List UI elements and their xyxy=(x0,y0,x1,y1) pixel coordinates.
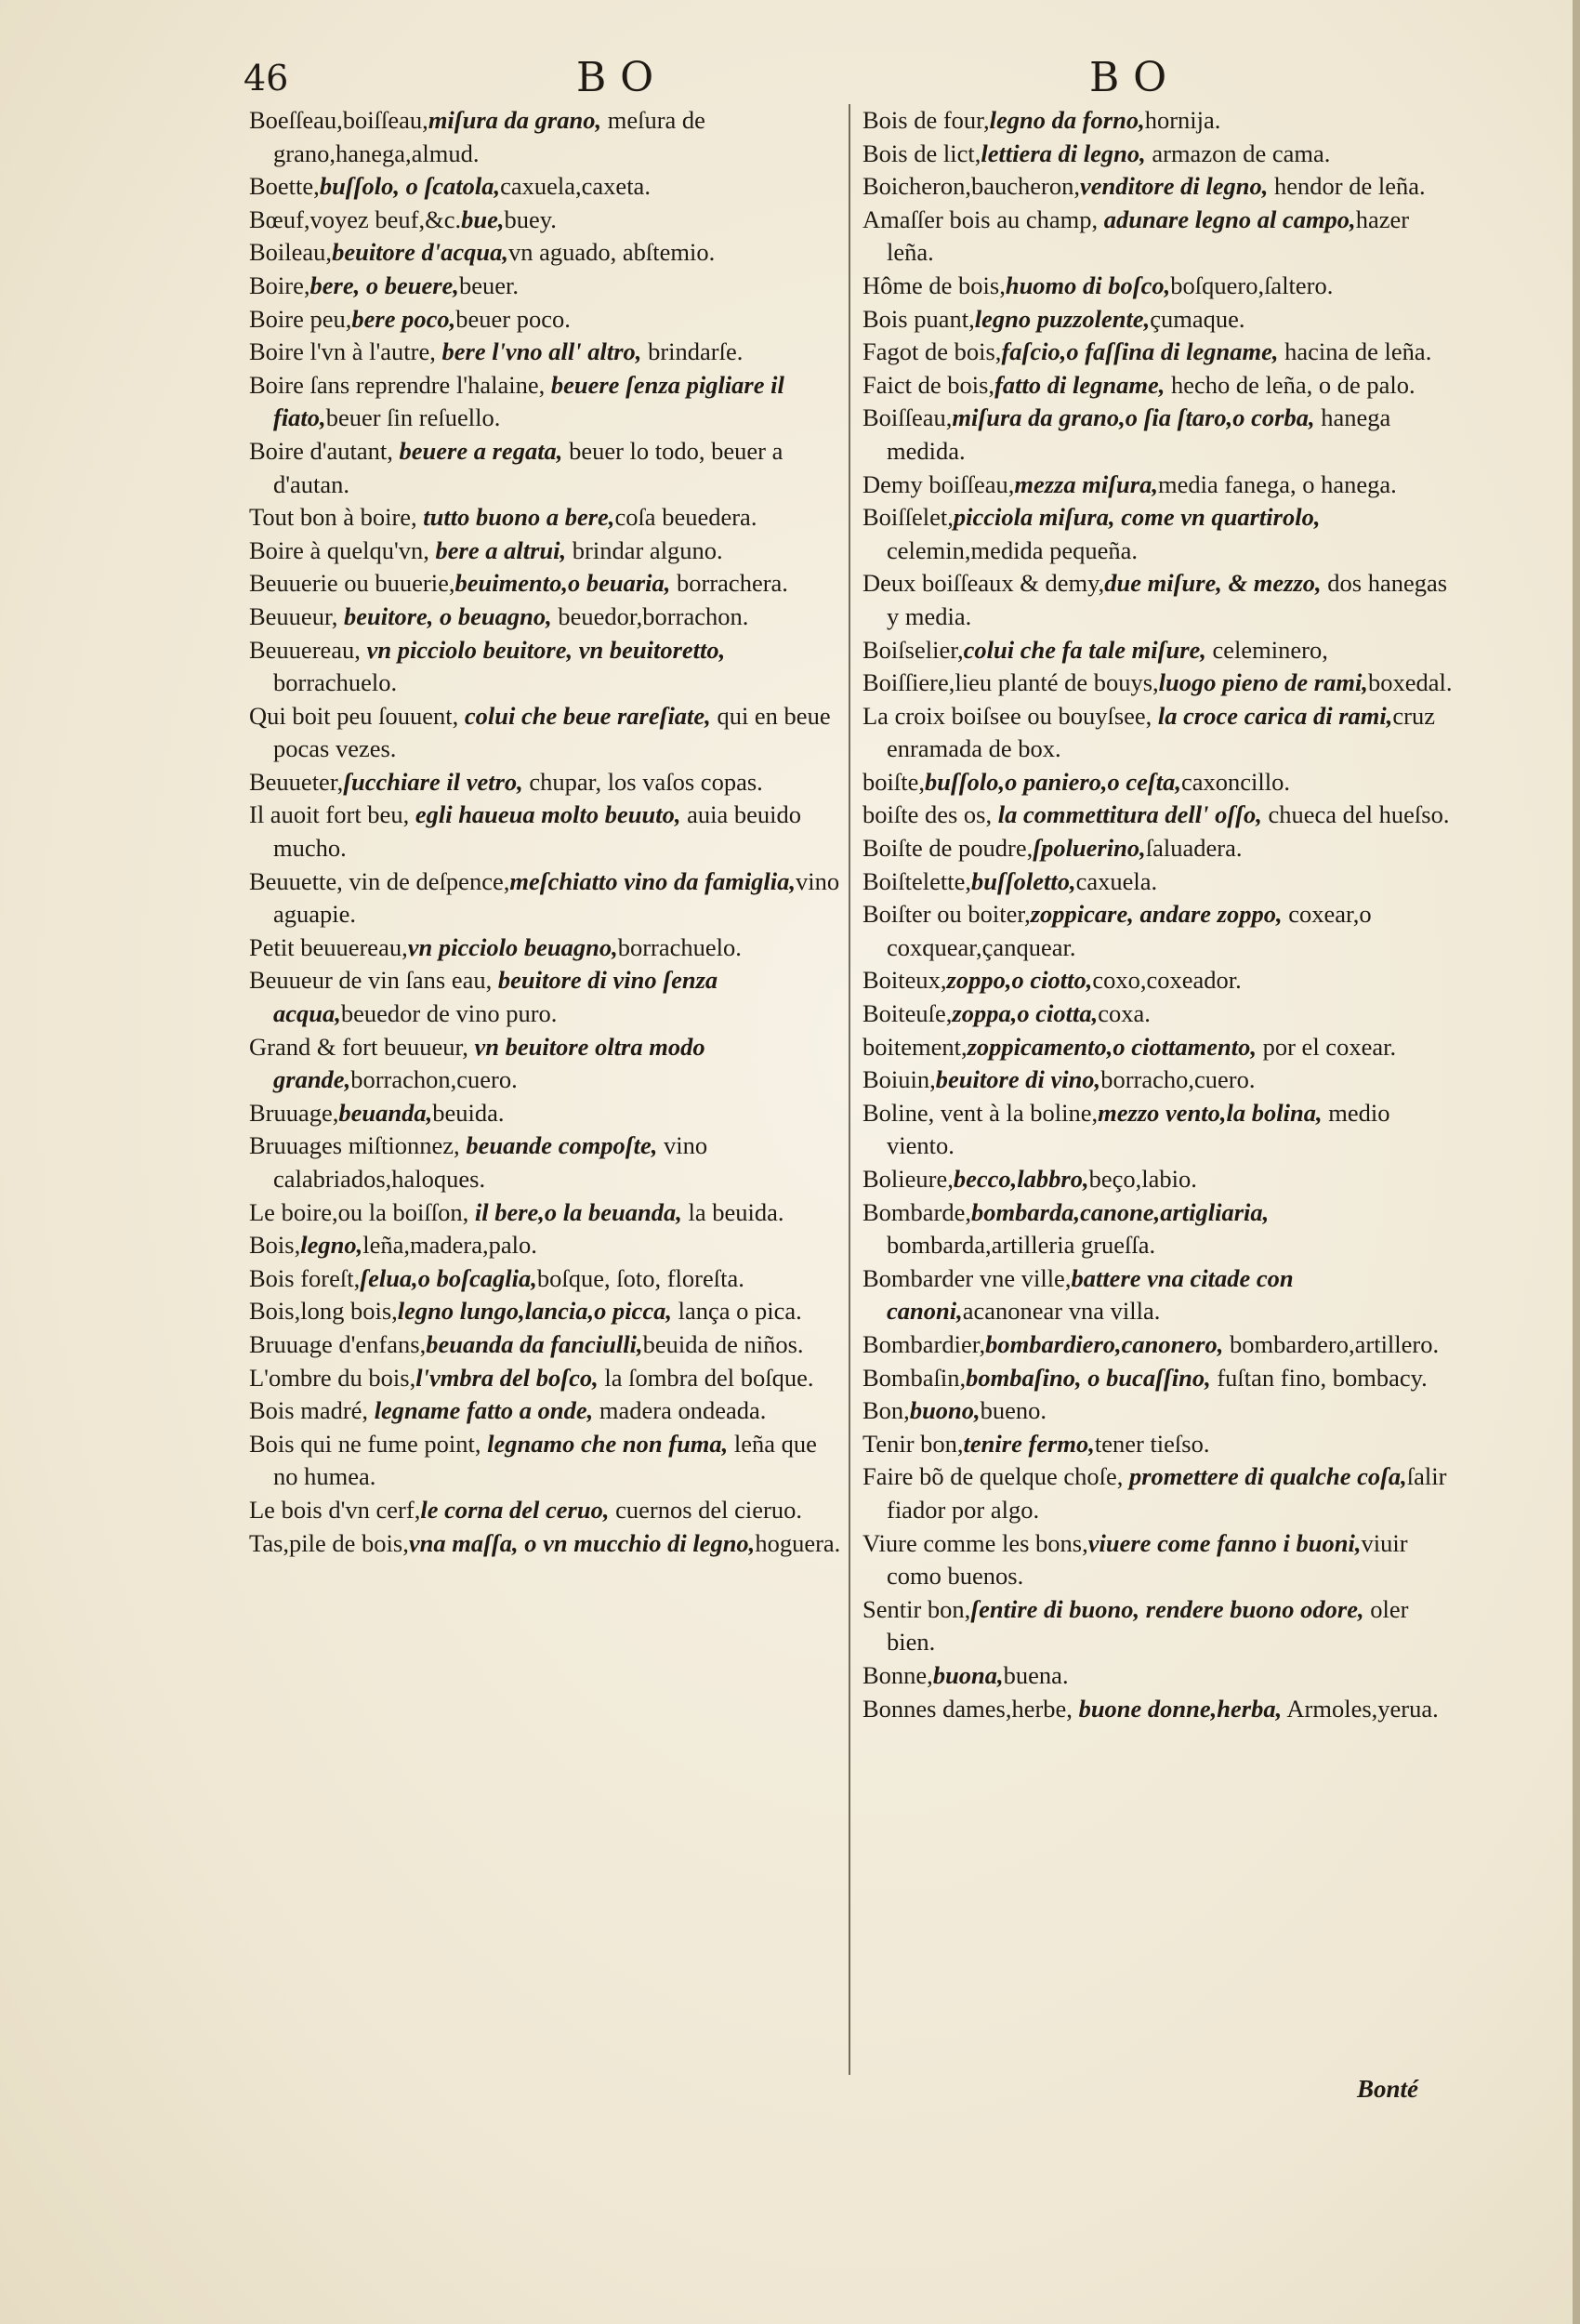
spanish-translation: medio viento. xyxy=(887,1098,1390,1160)
dictionary-entry xyxy=(249,700,844,766)
italian-translation: buono, xyxy=(909,1396,981,1425)
spanish-translation: media fanega, o hanega. xyxy=(1157,469,1397,498)
french-headword: Bois de four, xyxy=(862,106,990,134)
spanish-translation: viuir como buenos. xyxy=(887,1528,1408,1591)
spanish-translation: dos hanegas y media. xyxy=(887,569,1448,630)
italian-translation: beuitore d'acqua, xyxy=(332,238,508,267)
spanish-translation: vino calabriados,haloques. xyxy=(273,1131,708,1193)
dictionary-entry xyxy=(249,435,844,501)
french-headword: Bombardier, xyxy=(862,1329,986,1358)
dictionary-entry xyxy=(862,1328,1457,1362)
dictionary-entry xyxy=(249,369,844,435)
dictionary-entry xyxy=(862,799,1457,832)
italian-translation: bere, o beuere, xyxy=(309,271,459,299)
spanish-translation: beuida de niños. xyxy=(642,1329,804,1358)
dictionary-entry xyxy=(862,700,1457,766)
dictionary-entry xyxy=(249,766,844,799)
french-headword: Amaſſer bois au champ, xyxy=(862,205,1104,233)
spanish-translation: ſalir fiador por algo. xyxy=(887,1462,1447,1524)
dictionary-entry xyxy=(862,501,1457,567)
italian-translation: tutto buono a bere, xyxy=(423,503,615,532)
dictionary-entry xyxy=(862,766,1457,799)
spanish-translation: beuer lo todo, beuer a d'autan. xyxy=(273,436,783,498)
french-headword: Beuueter, xyxy=(249,767,344,796)
french-headword: Le boire,ou la boiſſon, xyxy=(249,1197,475,1226)
french-headword: Bœuf,voyez beuf,&c. xyxy=(249,205,462,233)
italian-translation: beuere ſenza pigliare il fiato, xyxy=(273,370,784,432)
spanish-translation: hacina de leña. xyxy=(1278,337,1432,366)
italian-translation: beuere a regata, xyxy=(399,436,563,465)
french-headword: Beuuereau, xyxy=(249,635,367,664)
spanish-translation: beuer. xyxy=(458,271,519,299)
dictionary-entry xyxy=(862,1262,1457,1328)
french-headword: Boline, vent à la boline, xyxy=(862,1098,1099,1127)
spanish-translation: boxedal. xyxy=(1367,668,1453,697)
dictionary-entry xyxy=(862,1163,1457,1196)
french-headword: Bonnes dames,herbe, xyxy=(862,1694,1079,1723)
spanish-translation: hoguera. xyxy=(755,1528,841,1557)
italian-translation: zoppicare, andare zoppo, xyxy=(1030,900,1283,929)
french-headword: Boiuin, xyxy=(862,1065,936,1094)
italian-translation: venditore di legno, xyxy=(1080,172,1269,201)
italian-translation: vn picciolo beuagno, xyxy=(407,932,618,961)
french-headword: Bois madré, xyxy=(249,1396,375,1425)
french-headword: Grand & fort beuueur, xyxy=(249,1032,475,1061)
italian-translation: la croce carica di rami, xyxy=(1157,701,1393,730)
dictionary-entry xyxy=(862,898,1457,964)
french-headword: boiſte, xyxy=(862,767,925,796)
dictionary-entry xyxy=(249,865,844,931)
french-headword: Bois, xyxy=(249,1231,301,1260)
french-headword: Bois qui ne fume point, xyxy=(249,1429,488,1458)
dictionary-entry xyxy=(249,501,844,535)
spanish-translation: oler bien. xyxy=(887,1594,1409,1657)
french-headword: Boeſſeau,boiſſeau, xyxy=(249,106,428,134)
italian-translation: luogo pieno de rami, xyxy=(1158,668,1368,697)
dictionary-entry xyxy=(862,204,1457,270)
italian-translation: vn picciolo beuitore, vn beuitoretto, xyxy=(366,635,726,664)
dictionary-entry xyxy=(249,104,844,170)
dictionary-entry xyxy=(249,601,844,634)
french-headword: Boire peu, xyxy=(249,304,352,333)
french-headword: Boire à quelqu'vn, xyxy=(249,535,436,564)
italian-translation: ſpoluerino, xyxy=(1033,834,1146,863)
french-headword: Bombarder vne ville, xyxy=(862,1263,1072,1292)
spanish-translation: leña que no humea. xyxy=(273,1429,817,1491)
page-gutter xyxy=(1573,0,1580,2324)
dictionary-entry xyxy=(249,204,844,237)
italian-translation: adunare legno al campo, xyxy=(1103,205,1356,233)
italian-translation: meſchiatto vino da famiglia, xyxy=(509,866,797,895)
french-headword: Boire d'autant, xyxy=(249,436,400,465)
spanish-translation: fuſtan fino, bombacy. xyxy=(1210,1363,1428,1392)
dictionary-entry xyxy=(862,1362,1457,1395)
dictionary-entry xyxy=(862,865,1457,899)
french-headword: Bolieure, xyxy=(862,1165,954,1193)
french-headword: Boette, xyxy=(249,172,320,201)
french-headword: Boicheron,baucheron, xyxy=(862,172,1080,201)
italian-translation: legno puzzolente, xyxy=(974,304,1151,333)
french-headword: Beuueur de vin ſans eau, xyxy=(249,966,498,995)
spanish-translation: caxuela. xyxy=(1075,866,1158,895)
italian-translation: la commettitura dell' oſſo, xyxy=(997,800,1262,829)
french-headword: Sentir bon, xyxy=(862,1594,971,1623)
spanish-translation: coxa. xyxy=(1098,999,1151,1028)
french-headword: Boire ſans reprendre l'halaine, xyxy=(249,370,551,399)
dictionary-entry xyxy=(249,931,844,965)
italian-translation: legnamo che non fuma, xyxy=(487,1429,729,1458)
french-headword: Bruuage, xyxy=(249,1098,339,1127)
italian-translation: beuimento,o beuaria, xyxy=(454,569,671,598)
spanish-translation: borracho,cuero. xyxy=(1100,1065,1256,1094)
italian-translation: legno da forno, xyxy=(989,106,1145,134)
italian-translation: huomo di boſco, xyxy=(1005,271,1171,299)
italian-translation: ſucchiare il vetro, xyxy=(343,767,523,796)
spanish-translation: beço,labio. xyxy=(1088,1165,1197,1193)
french-headword: Bombarde, xyxy=(862,1197,972,1226)
french-headword: Bon, xyxy=(862,1396,910,1425)
dictionary-entry xyxy=(862,170,1457,204)
dictionary-entry xyxy=(862,1097,1457,1163)
dictionary-entry xyxy=(249,567,844,601)
french-headword: Bois,long bois, xyxy=(249,1297,398,1326)
french-headword: Bois de lict, xyxy=(862,139,981,167)
spanish-translation: chueca del hueſso. xyxy=(1261,800,1450,829)
spanish-translation: celemin,medida pequeña. xyxy=(887,535,1139,564)
french-headword: Bois foreſt, xyxy=(249,1263,361,1292)
french-headword: Viure comme les bons, xyxy=(862,1528,1088,1557)
italian-translation: ſentire di buono, rendere buono odore, xyxy=(970,1594,1364,1623)
dictionary-entry xyxy=(862,1031,1457,1064)
dictionary-entry xyxy=(862,832,1457,865)
dictionary-entry xyxy=(249,964,844,1030)
french-headword: Boiſter ou boiter, xyxy=(862,900,1031,929)
spanish-translation: beuer ſin reſuello. xyxy=(325,403,501,432)
dictionary-entry xyxy=(862,369,1457,403)
french-headword: Tout bon à boire, xyxy=(249,503,424,532)
spanish-translation: beuer poco. xyxy=(455,304,571,333)
dictionary-entry xyxy=(249,1031,844,1097)
italian-translation: promettere di qualche coſa, xyxy=(1128,1462,1407,1491)
spanish-translation: hornija. xyxy=(1144,106,1221,134)
french-headword: Demy boiſſeau, xyxy=(862,469,1015,498)
french-headword: Boiſſeau, xyxy=(862,403,953,432)
dictionary-entry xyxy=(862,1693,1457,1726)
french-headword: Boiteuſe, xyxy=(862,999,953,1028)
italian-translation: zoppo,o ciotto, xyxy=(946,966,1093,995)
dictionary-entry xyxy=(249,1129,844,1195)
italian-translation: miſura da grano,o ſia ſtaro,o corba, xyxy=(952,403,1315,432)
spanish-translation: bombarda,artilleria grueſſa. xyxy=(887,1231,1156,1260)
dictionary-entry xyxy=(249,303,844,337)
spanish-translation: armazon de cama. xyxy=(1145,139,1331,167)
italian-translation: bombarda,canone,artigliaria, xyxy=(971,1197,1270,1226)
french-headword: Boiſſiere,lieu planté de bouys, xyxy=(862,668,1159,697)
dictionary-entry xyxy=(249,799,844,865)
spanish-translation: brindar alguno. xyxy=(566,535,723,564)
spanish-translation: qui en beue pocas vezes. xyxy=(273,701,831,763)
italian-translation: egli haueua molto beuuto, xyxy=(415,800,681,829)
page-number: 46 xyxy=(244,58,289,99)
spanish-translation: beuida. xyxy=(432,1098,505,1127)
italian-translation: colui che beue rareſiate, xyxy=(464,701,711,730)
italian-translation: l'vmbra del boſco, xyxy=(415,1363,599,1392)
italian-translation: le corna del ceruo, xyxy=(420,1495,610,1524)
spanish-translation: çumaque. xyxy=(1150,304,1245,333)
french-headword: Deux boiſſeaux & demy, xyxy=(862,569,1105,598)
dictionary-entry xyxy=(249,1262,844,1296)
spanish-translation: lança o pica. xyxy=(671,1297,802,1326)
spanish-translation: coxear,o coxquear,çanquear. xyxy=(887,900,1372,961)
spanish-translation: bombardero,artillero. xyxy=(1223,1329,1440,1358)
french-headword: Bonne, xyxy=(862,1660,933,1689)
dictionary-entry xyxy=(862,1063,1457,1097)
dictionary-entry xyxy=(862,1593,1457,1659)
italian-translation: miſura da grano, xyxy=(428,106,602,134)
spanish-translation: hazer leña. xyxy=(887,205,1410,267)
italian-translation: vn beuitore oltra modo grande, xyxy=(273,1032,705,1094)
italian-translation: due miſure, & mezzo, xyxy=(1104,569,1322,598)
spanish-translation: vn aguado, abſtemio. xyxy=(507,238,716,267)
spanish-translation: Armoles,yerua. xyxy=(1282,1694,1439,1723)
dictionary-entry xyxy=(249,270,844,303)
french-headword: boitement, xyxy=(862,1032,968,1061)
french-headword: Beuuerie ou buuerie, xyxy=(249,569,455,598)
italian-translation: colui che fa tale miſure, xyxy=(963,635,1206,664)
spanish-translation: brindarſe. xyxy=(641,337,744,366)
italian-translation: lettiera di legno, xyxy=(981,139,1146,167)
french-headword: Boileau, xyxy=(249,238,333,267)
dictionary-entry xyxy=(862,1394,1457,1428)
french-headword: La croix boiſsee ou bouyſsee, xyxy=(862,701,1158,730)
dictionary-entry xyxy=(249,1229,844,1262)
french-headword: Boiſtelette, xyxy=(862,866,972,895)
italian-translation: battere vna citade con canoni, xyxy=(887,1263,1294,1326)
italian-translation: buone donne,herba, xyxy=(1078,1694,1283,1723)
french-headword: Petit beuuereau, xyxy=(249,932,408,961)
dictionary-entry xyxy=(862,997,1457,1031)
catchword: Bonté xyxy=(1357,2075,1419,2103)
spanish-translation: borrachuelo. xyxy=(617,932,742,961)
french-headword: Bombaſin, xyxy=(862,1363,967,1392)
italian-translation: zoppa,o ciotta, xyxy=(952,999,1099,1028)
italian-translation: legno lungo,lancia,o picca, xyxy=(397,1297,672,1326)
spanish-translation: coſa beuedera. xyxy=(614,503,757,532)
italian-translation: becco,labbro, xyxy=(953,1165,1089,1193)
column-rule xyxy=(849,104,850,2075)
french-headword: Hôme de bois, xyxy=(862,271,1006,299)
dictionary-entry xyxy=(249,1362,844,1395)
dictionary-entry xyxy=(862,634,1457,667)
spanish-translation: borrachera. xyxy=(670,569,788,598)
italian-translation: bombardiero,canonero, xyxy=(985,1329,1224,1358)
italian-translation: beuanda, xyxy=(338,1098,433,1127)
italian-translation: picciola miſura, come vn quartirolo, xyxy=(953,503,1321,532)
spanish-translation: cruz enramada de box. xyxy=(887,701,1435,763)
italian-translation: mezzo vento,la bolina, xyxy=(1098,1098,1323,1127)
spanish-translation: acanonear vna villa. xyxy=(962,1297,1161,1326)
french-headword: Bois puant, xyxy=(862,304,975,333)
dictionary-entry xyxy=(862,1659,1457,1693)
french-headword: Beuuette, vin de deſpence, xyxy=(249,866,510,895)
italian-translation: legname fatto a onde, xyxy=(374,1396,594,1425)
french-headword: Qui boit peu ſouuent, xyxy=(249,701,465,730)
french-headword: Faire bõ de quelque choſe, xyxy=(862,1462,1129,1491)
dictionary-entry xyxy=(249,236,844,270)
french-headword: Boiſſelet, xyxy=(862,503,954,532)
italian-translation: tenire fermo, xyxy=(963,1429,1095,1458)
spanish-translation: la beuida. xyxy=(681,1197,784,1226)
french-headword: Fagot de bois, xyxy=(862,337,1002,366)
french-headword: Tas,pile de bois, xyxy=(249,1528,409,1557)
dictionary-entry xyxy=(862,469,1457,502)
spanish-translation: madera ondeada. xyxy=(593,1396,767,1425)
french-headword: Il auoit fort beu, xyxy=(249,800,415,829)
french-headword: Boire, xyxy=(249,271,310,299)
italian-translation: bere l'vno all' altro, xyxy=(441,337,642,366)
dictionary-entry xyxy=(862,270,1457,303)
french-headword: boiſte des os, xyxy=(862,800,998,829)
spanish-translation: borrachuelo. xyxy=(273,668,398,697)
running-head-right: BO xyxy=(1089,54,1180,101)
italian-translation: buſſolo, o ſcatola, xyxy=(319,172,501,201)
french-headword: Bruuages miſtionnez, xyxy=(249,1131,467,1160)
dictionary-entry xyxy=(249,1097,844,1130)
italian-translation: mezza miſura, xyxy=(1014,469,1158,498)
spanish-translation: buena. xyxy=(1003,1660,1069,1689)
italian-translation: buona, xyxy=(932,1660,1004,1689)
french-headword: Boire l'vn à l'autre, xyxy=(249,337,442,366)
spanish-translation: borrachon,cuero. xyxy=(350,1065,518,1094)
spanish-translation: auia beuido mucho. xyxy=(273,800,801,863)
dictionary-entry xyxy=(862,1196,1457,1262)
french-headword: L'ombre du bois, xyxy=(249,1363,416,1392)
dictionary-entry xyxy=(249,634,844,700)
dictionary-entry xyxy=(249,1428,844,1494)
french-headword: Boiſselier, xyxy=(862,635,964,664)
french-headword: Beuueur, xyxy=(249,601,344,630)
dictionary-entry xyxy=(862,667,1457,700)
spanish-translation: boſque, ſoto, floreſta. xyxy=(536,1263,744,1292)
dictionary-entry xyxy=(862,138,1457,171)
right-column xyxy=(862,104,1457,1725)
italian-translation: il bere,o la beuanda, xyxy=(474,1197,682,1226)
spanish-translation: hendor de leña. xyxy=(1268,172,1426,201)
spanish-translation: meſura de grano,hanega,almud. xyxy=(273,106,705,167)
dictionary-entry xyxy=(249,1196,844,1230)
french-headword: Le bois d'vn cerf, xyxy=(249,1495,421,1524)
italian-translation: beuitore, o beuagno, xyxy=(343,601,552,630)
italian-translation: zoppicamento,o ciottamento, xyxy=(967,1032,1257,1061)
french-headword: Tenir bon, xyxy=(862,1429,964,1458)
spanish-translation: cuernos del cieruo. xyxy=(609,1495,802,1524)
spanish-translation: chupar, los vaſos copas. xyxy=(522,767,763,796)
spanish-translation: leña,madera,palo. xyxy=(362,1231,537,1260)
dictionary-entry xyxy=(862,1460,1457,1526)
spanish-translation: bueno. xyxy=(980,1396,1047,1425)
italian-translation: ſelua,o boſcaglia, xyxy=(360,1263,537,1292)
dictionary-entry xyxy=(862,336,1457,369)
italian-translation: buſſoletto, xyxy=(971,866,1076,895)
dictionary-entry xyxy=(862,964,1457,997)
italian-translation: buſſolo,o paniero,o ceſta, xyxy=(924,767,1181,796)
french-headword: Boiteux, xyxy=(862,966,947,995)
dictionary-entry xyxy=(862,1428,1457,1461)
dictionary-entry xyxy=(249,535,844,568)
french-headword: Bruuage d'enfans, xyxy=(249,1329,427,1358)
spanish-translation: caxuela,caxeta. xyxy=(500,172,651,201)
spanish-translation: hanega medida. xyxy=(887,403,1391,465)
italian-translation: vna maſſa, o vn mucchio di legno, xyxy=(408,1528,756,1557)
spanish-translation: hecho de leña, o de palo. xyxy=(1165,370,1415,399)
dictionary-entry xyxy=(249,1394,844,1428)
dictionary-entry xyxy=(249,1295,844,1328)
dictionary-entry xyxy=(249,1527,844,1561)
dictionary-entry xyxy=(249,336,844,369)
dictionary-entry xyxy=(249,1328,844,1362)
italian-translation: beuanda da fanciulli, xyxy=(426,1329,643,1358)
italian-translation: legno, xyxy=(300,1231,363,1260)
italian-translation: bere poco, xyxy=(351,304,456,333)
italian-translation: beuitore di vino ſenza acqua, xyxy=(273,966,718,1028)
spanish-translation: vino aguapie. xyxy=(273,866,840,929)
spanish-translation: tener tieſso. xyxy=(1094,1429,1210,1458)
spanish-translation: coxo,coxeador. xyxy=(1092,966,1242,995)
dictionary-entry xyxy=(249,170,844,204)
left-column xyxy=(249,104,844,1560)
french-headword: Boiſte de poudre, xyxy=(862,834,1034,863)
italian-translation: bue, xyxy=(461,205,505,233)
dictionary-entry xyxy=(862,104,1457,138)
spanish-translation: beuedor de vino puro. xyxy=(340,999,558,1028)
running-head-left: BO xyxy=(576,54,667,101)
dictionary-entry xyxy=(249,1494,844,1527)
italian-translation: bombaſino, o bucaſſino, xyxy=(966,1363,1211,1392)
italian-translation: viuere come fanno i buoni, xyxy=(1087,1528,1362,1557)
dictionary-entry xyxy=(862,303,1457,337)
italian-translation: bere a altrui, xyxy=(435,535,567,564)
dictionary-entry xyxy=(862,567,1457,633)
dictionary-entry xyxy=(862,1527,1457,1593)
spanish-translation: ſaluadera. xyxy=(1145,834,1243,863)
italian-translation: beuitore di vino, xyxy=(935,1065,1101,1094)
french-headword: Faict de bois, xyxy=(862,370,995,399)
spanish-translation: boſquero,ſaltero. xyxy=(1170,271,1334,299)
spanish-translation: buey. xyxy=(504,205,557,233)
spanish-translation: caxoncillo. xyxy=(1181,767,1290,796)
dictionary-entry xyxy=(862,402,1457,468)
spanish-translation: celeminero, xyxy=(1205,635,1328,664)
spanish-translation: por el coxear. xyxy=(1256,1032,1397,1061)
italian-translation: beuande compoſte, xyxy=(466,1131,658,1160)
spanish-translation: la ſombra del boſque. xyxy=(598,1363,814,1392)
italian-translation: faſcio,o faſſina di legname, xyxy=(1001,337,1279,366)
spanish-translation: beuedor,borrachon. xyxy=(551,601,749,630)
italian-translation: fatto di legname, xyxy=(994,370,1165,399)
